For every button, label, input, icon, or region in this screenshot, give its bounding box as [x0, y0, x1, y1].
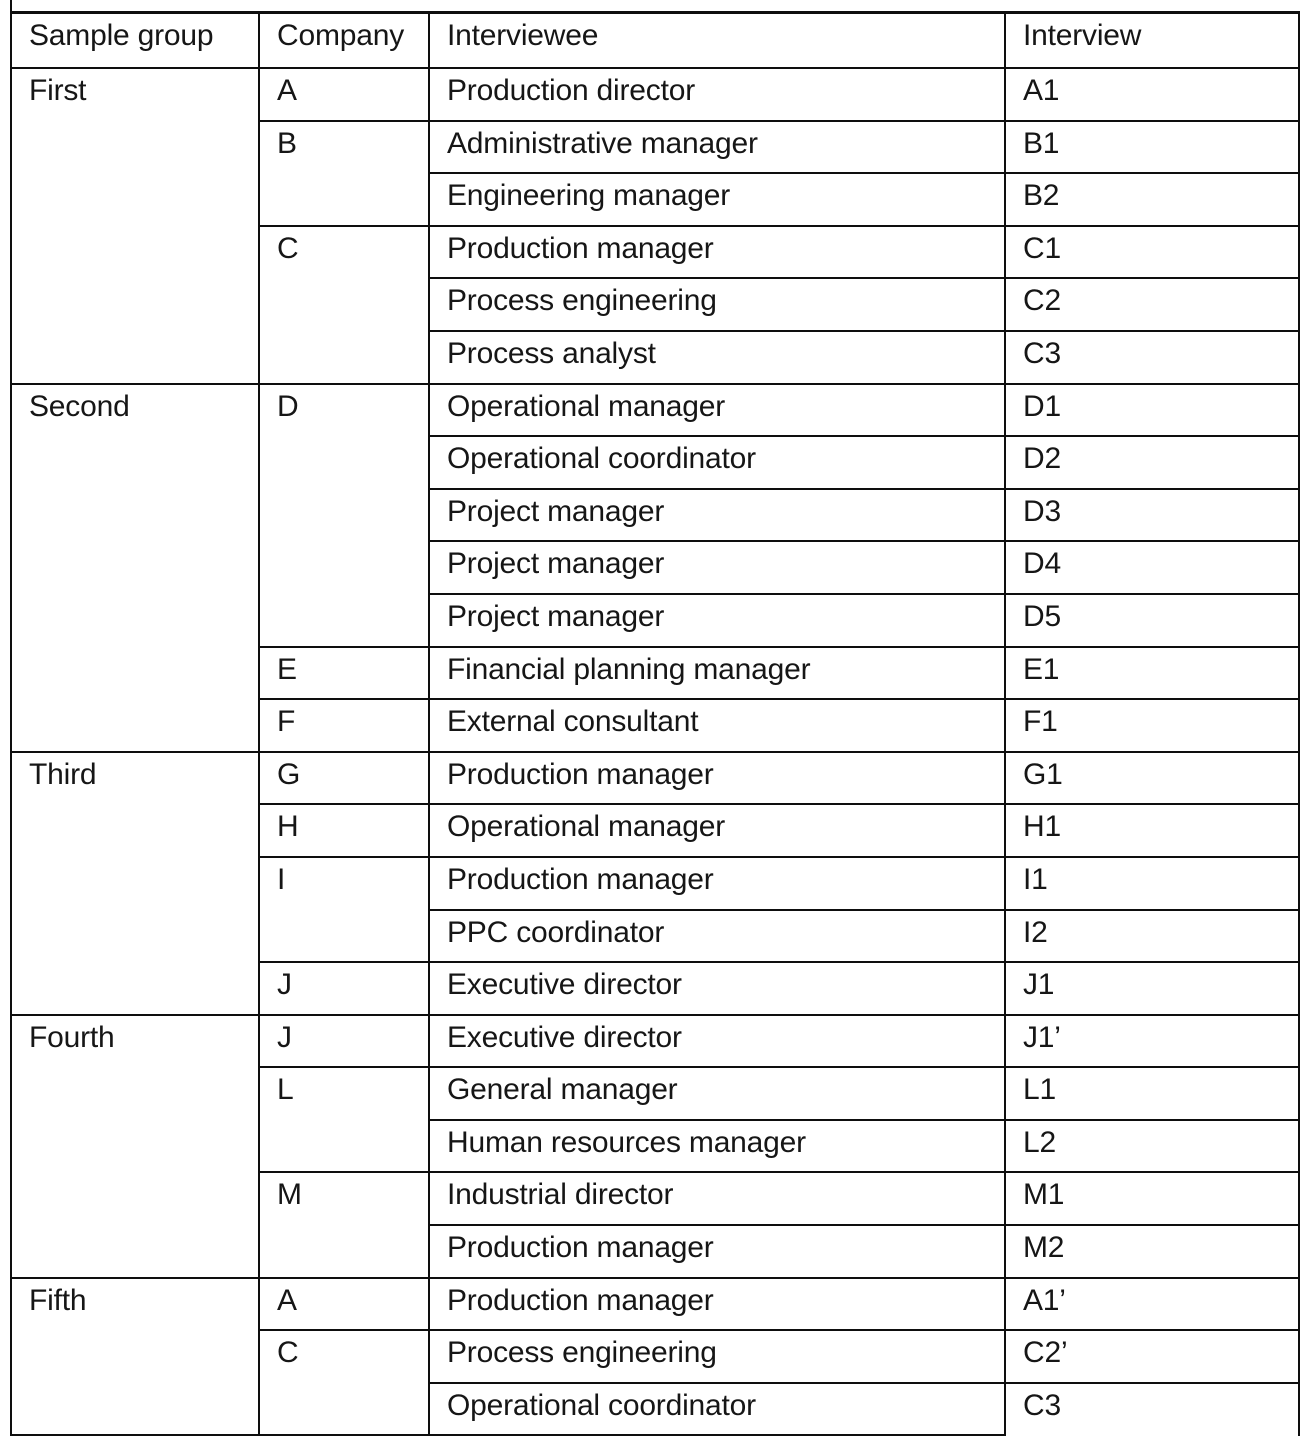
interviewee-cell: Project manager	[429, 594, 1005, 647]
interviewee-cell: Industrial director	[429, 1172, 1005, 1225]
company-cell: E	[259, 647, 429, 700]
interviewee-cell: External consultant	[429, 699, 1005, 752]
table-row	[11, 1278, 1299, 1331]
header-interviewee: Interviewee	[429, 13, 1005, 69]
interview-code-cell: G1	[1005, 752, 1299, 805]
company-cell: J	[259, 1015, 429, 1068]
interview-code-cell: D2	[1005, 436, 1299, 489]
interviewee-cell: Process analyst	[429, 331, 1005, 384]
interview-code-cell: B1	[1005, 121, 1299, 174]
interview-code-cell: I1	[1005, 857, 1299, 910]
interview-code-cell: A1’	[1005, 1278, 1299, 1331]
interview-code-cell: J1	[1005, 962, 1299, 1015]
table-row	[11, 752, 1299, 805]
interview-code-cell: J1’	[1005, 1015, 1299, 1068]
interviewee-cell: Operational coordinator	[429, 1383, 1005, 1436]
interviewee-cell: Production manager	[429, 226, 1005, 279]
interviewee-cell: Human resources manager	[429, 1120, 1005, 1173]
header-row	[11, 13, 1299, 69]
table-row	[11, 68, 1299, 121]
company-cell: C	[259, 226, 429, 384]
interviewee-cell: Project manager	[429, 489, 1005, 542]
company-cell: I	[259, 857, 429, 962]
company-cell: H	[259, 804, 429, 857]
interviewee-cell: Project manager	[429, 541, 1005, 594]
interview-code-cell: D1	[1005, 384, 1299, 437]
company-cell: J	[259, 962, 429, 1015]
company-cell: A	[259, 1278, 429, 1331]
company-cell: L	[259, 1067, 429, 1172]
header-company: Company	[259, 13, 429, 69]
sample-group-cell: Fourth	[11, 1015, 259, 1278]
sample-group-cell: Second	[11, 384, 259, 752]
interviewee-cell: Production manager	[429, 752, 1005, 805]
interview-code-cell: C1	[1005, 226, 1299, 279]
interview-code-cell: D3	[1005, 489, 1299, 542]
company-cell: F	[259, 699, 429, 752]
interview-code-cell: C2’	[1005, 1330, 1299, 1383]
company-cell: C	[259, 1330, 429, 1435]
interview-code-cell: L2	[1005, 1120, 1299, 1173]
interviewee-cell: Process engineering	[429, 1330, 1005, 1383]
company-cell: D	[259, 384, 429, 647]
interview-code-cell: M2	[1005, 1225, 1299, 1278]
interview-code-cell: H1	[1005, 804, 1299, 857]
interview-code-cell: D4	[1005, 541, 1299, 594]
interviewee-cell: Production manager	[429, 1225, 1005, 1278]
interviewee-cell: Production director	[429, 68, 1005, 121]
interviewee-cell: Operational manager	[429, 804, 1005, 857]
interviewee-cell: Production manager	[429, 857, 1005, 910]
interview-code-cell: C3	[1005, 331, 1299, 384]
interview-sample-table	[10, 11, 1300, 1436]
sample-group-cell: Fifth	[11, 1278, 259, 1436]
company-cell: B	[259, 121, 429, 226]
interviewee-cell: General manager	[429, 1067, 1005, 1120]
sample-group-cell: Third	[11, 752, 259, 1015]
interview-code-cell: A1	[1005, 68, 1299, 121]
table-row	[11, 384, 1299, 437]
interviewee-cell: PPC coordinator	[429, 910, 1005, 963]
interview-code-cell: D5	[1005, 594, 1299, 647]
interview-code-cell: C2	[1005, 278, 1299, 331]
company-cell: A	[259, 68, 429, 121]
interview-code-cell: B2	[1005, 173, 1299, 226]
company-cell: M	[259, 1172, 429, 1277]
interviewee-cell: Process engineering	[429, 278, 1005, 331]
interviewee-cell: Financial planning manager	[429, 647, 1005, 700]
interviewee-cell: Administrative manager	[429, 121, 1005, 174]
header-sample-group: Sample group	[11, 13, 259, 69]
interview-code-cell: L1	[1005, 1067, 1299, 1120]
interview-code-cell: C3	[1005, 1383, 1299, 1436]
table-body	[11, 68, 1299, 1436]
interviewee-cell: Operational manager	[429, 384, 1005, 437]
interviewee-cell: Engineering manager	[429, 173, 1005, 226]
interviewee-cell: Executive director	[429, 1015, 1005, 1068]
interview-code-cell: M1	[1005, 1172, 1299, 1225]
interviewee-cell: Operational coordinator	[429, 436, 1005, 489]
sample-group-cell: First	[11, 68, 259, 384]
interviewee-cell: Executive director	[429, 962, 1005, 1015]
interview-code-cell: F1	[1005, 699, 1299, 752]
header-interview: Interview	[1005, 13, 1299, 69]
table-row	[11, 1015, 1299, 1068]
interview-code-cell: E1	[1005, 647, 1299, 700]
interview-code-cell: I2	[1005, 910, 1299, 963]
interviewee-cell: Production manager	[429, 1278, 1005, 1331]
company-cell: G	[259, 752, 429, 805]
